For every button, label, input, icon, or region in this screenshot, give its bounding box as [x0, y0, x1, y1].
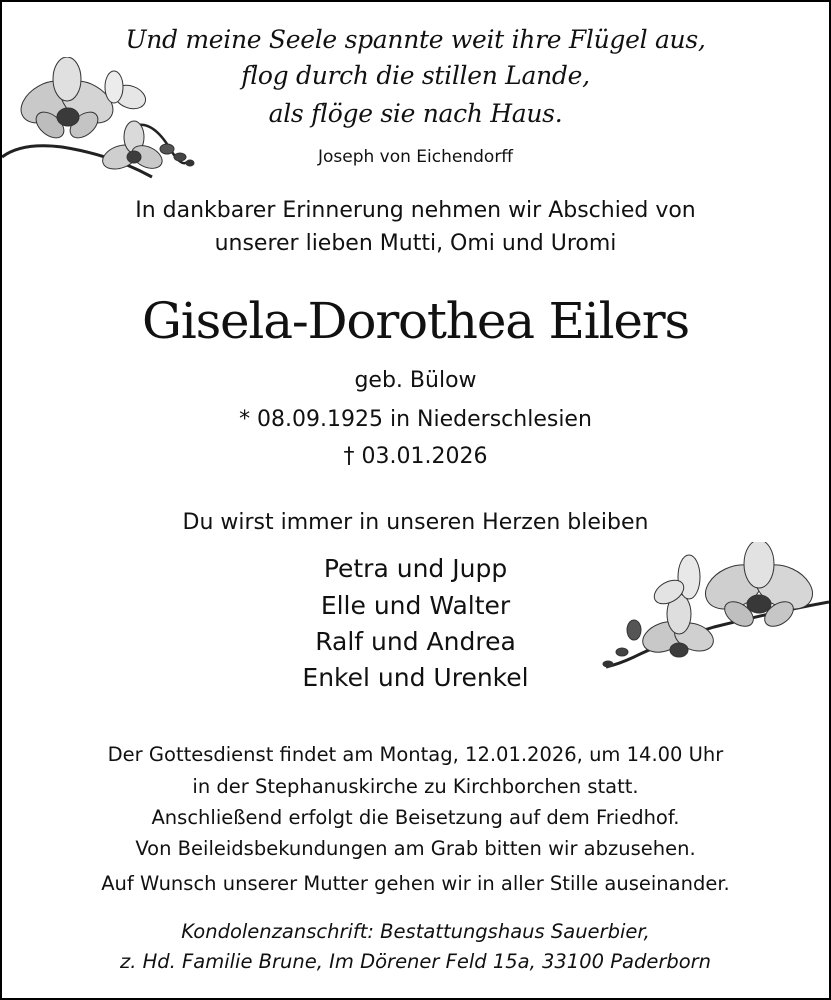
poem-line: Und meine Seele spannte weit ihre Flügel aus, [125, 25, 706, 54]
birth-name: geb. Bülow [354, 368, 477, 393]
service-info-line: Von Beileidsbekundungen am Grab bitten wir abzusehen. [135, 837, 696, 860]
mourner-name: Ralf und Andrea [315, 627, 516, 656]
condolence-address: Kondolenzanschrift: Bestattungshaus Sauerbier, [181, 920, 650, 943]
birth-date: * 08.09.1925 in Niederschlesien [239, 407, 592, 432]
service-info-line: in der Stephanuskirche zu Kirchborchen statt. [192, 775, 639, 798]
mourner-name: Enkel und Urenkel [302, 663, 529, 692]
poem-line: flog durch die stillen Lande, [241, 61, 590, 90]
intro-line: unserer lieben Mutti, Omi und Uromi [214, 231, 617, 256]
death-date: † 03.01.2026 [343, 444, 488, 469]
deceased-name: Gisela-Dorothea Eilers [142, 292, 689, 350]
mourner-name: Petra und Jupp [323, 554, 508, 583]
condolence-address: z. Hd. Familie Brune, Im Dörener Feld 15a, 33100 Paderborn [119, 950, 712, 973]
intro-line: In dankbarer Erinnerung nehmen wir Abschied von [135, 198, 696, 223]
service-info-line: Auf Wunsch unserer Mutter gehen wir in aller Stille auseinander. [101, 872, 730, 895]
service-info-line: Anschließend erfolgt die Beisetzung auf dem Friedhof. [151, 806, 680, 829]
poem-line: als flöge sie nach Haus. [268, 99, 563, 128]
mourner-name: Elle und Walter [320, 591, 511, 620]
motto: Du wirst immer in unseren Herzen bleiben [182, 510, 649, 535]
service-info-line: Der Gottesdienst findet am Montag, 12.01.2026, um 14.00 Uhr [107, 743, 724, 766]
poem-author: Joseph von Eichendorff [317, 147, 514, 167]
